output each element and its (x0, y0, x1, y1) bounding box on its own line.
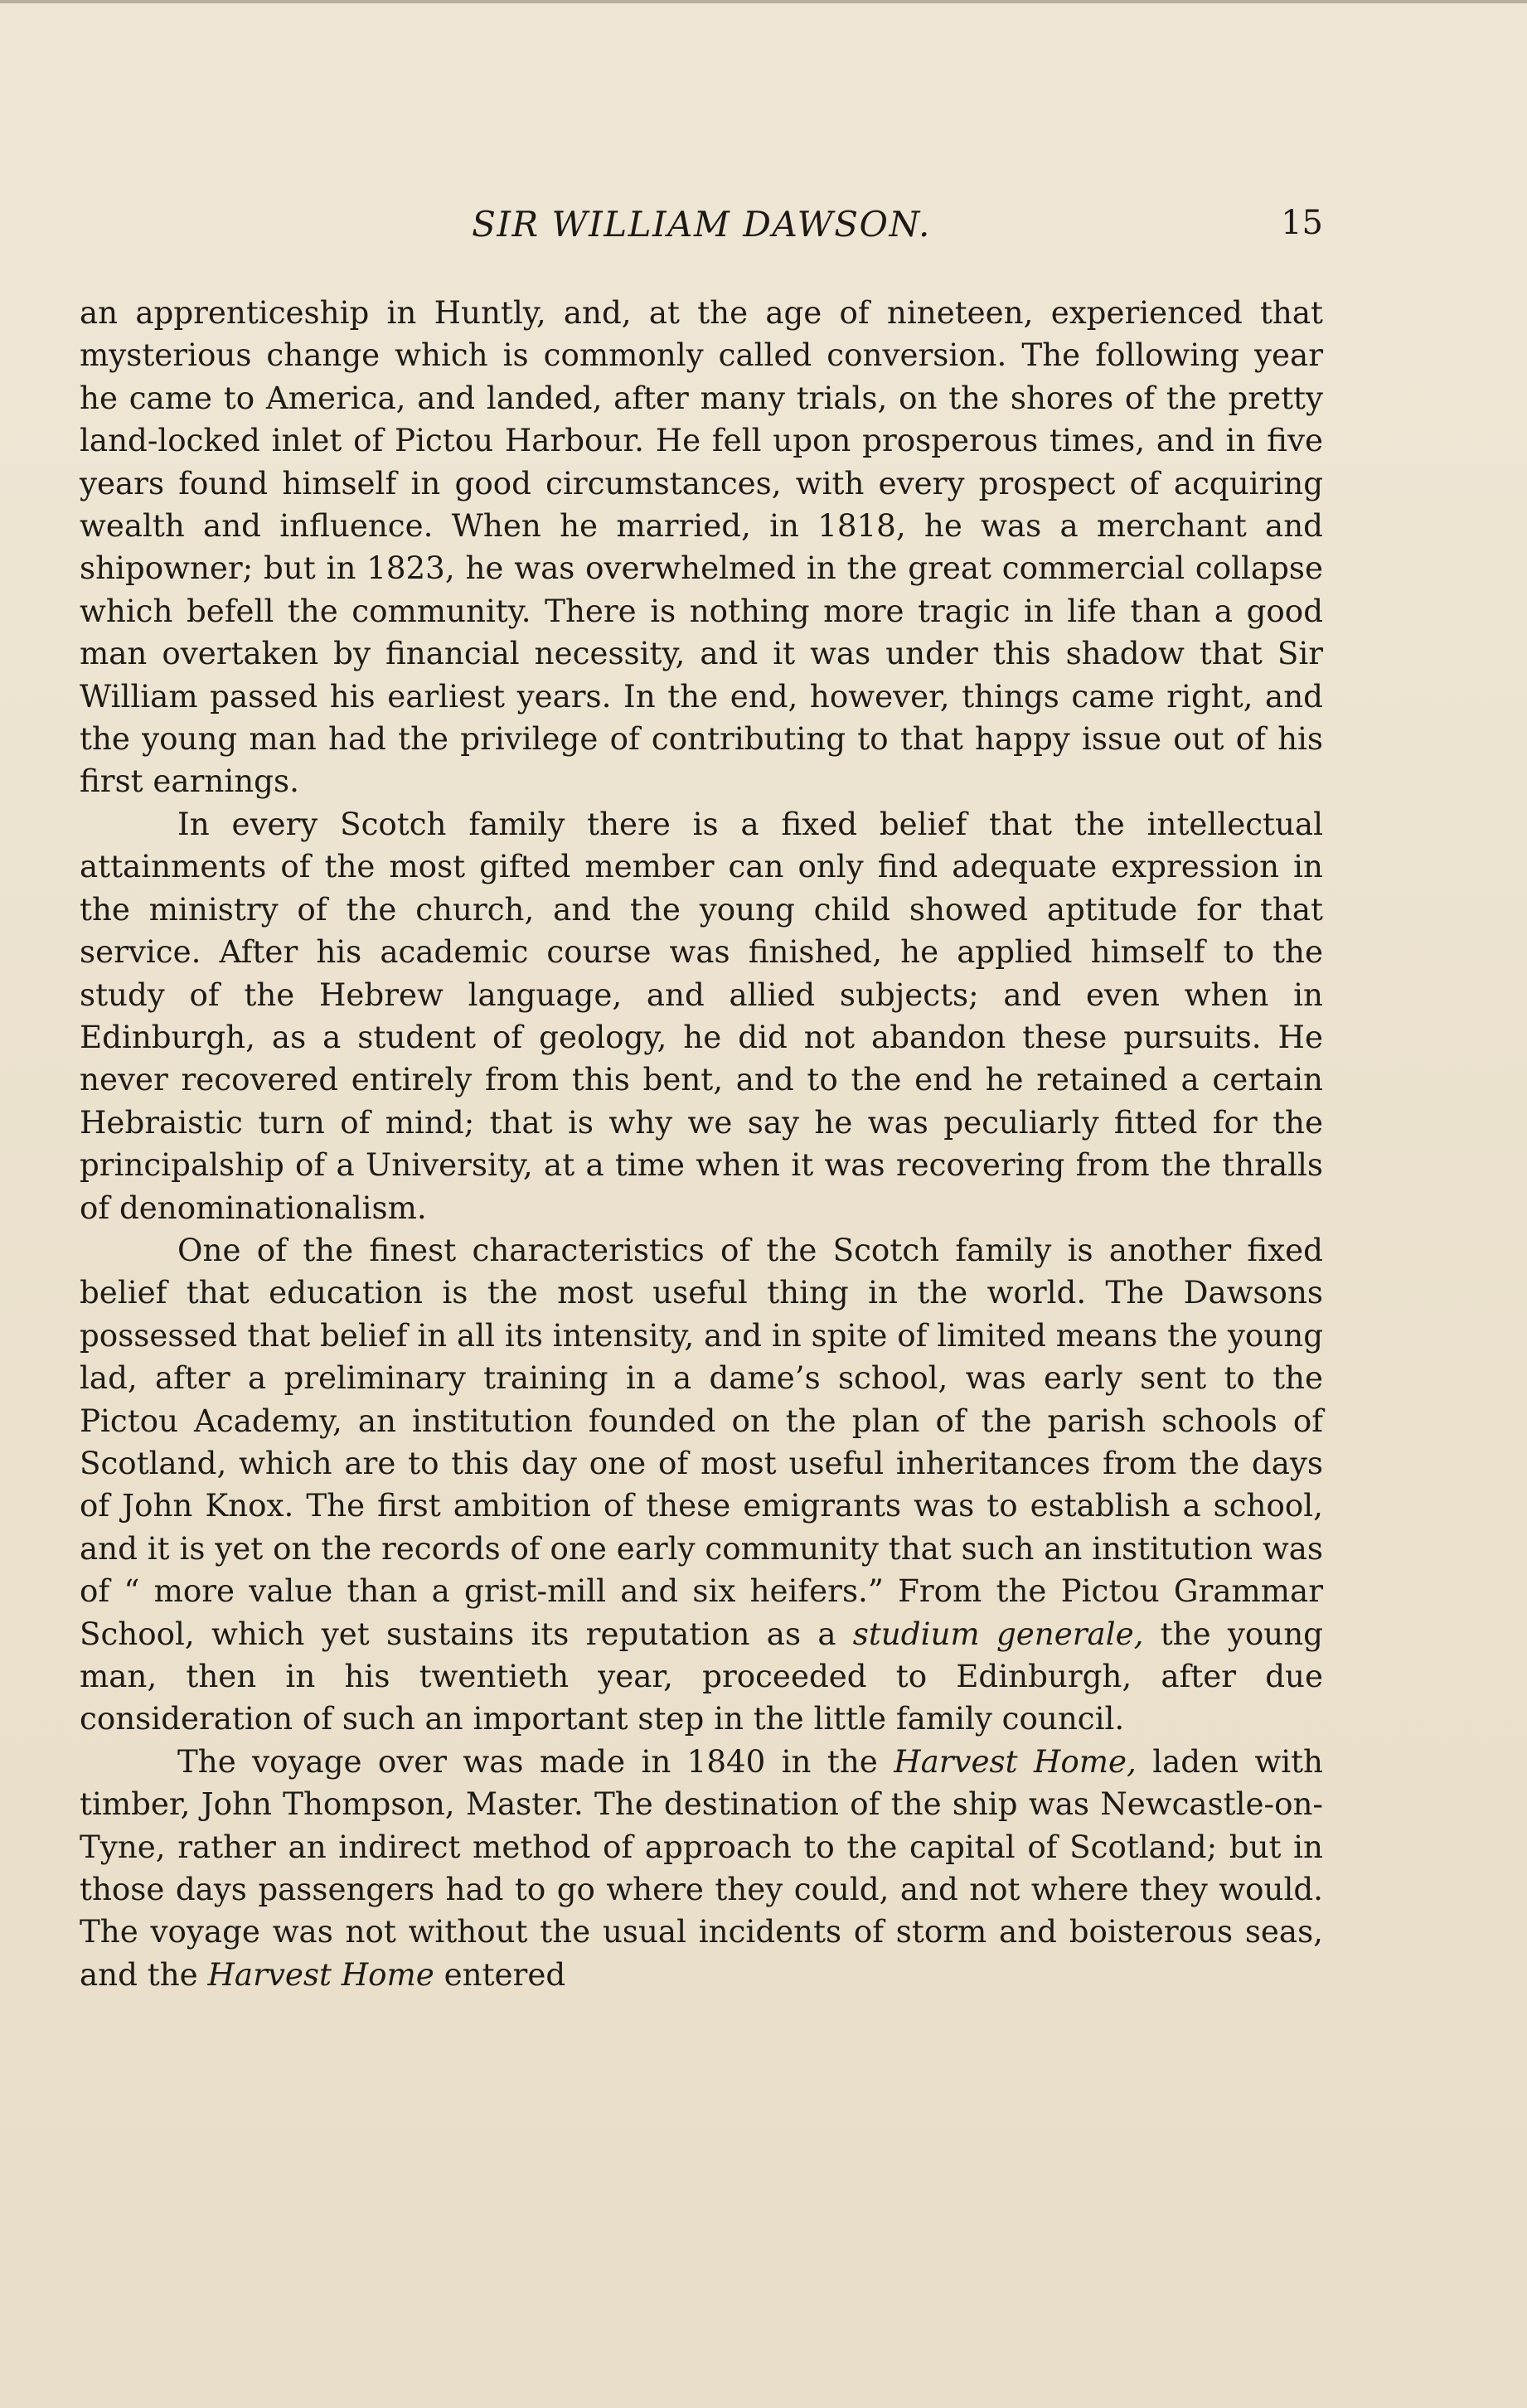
body-text (80, 292, 1323, 1996)
ship-name: Harvest Home (207, 1955, 434, 1993)
paragraph (80, 292, 1323, 803)
paragraph (80, 803, 1323, 1229)
paragraph (80, 1229, 1323, 1741)
text-run: an apprenticeship in Huntly, and, at the age of nineteen, experienced that mysterious change which is commonly called conversion. The following year he came to America, and landed, after many trials, on the shores of the pretty land-locked inlet of Pictou Harbour. He fell upon prosperous times, and in five years found himself in good circumstances, with every prospect of acquiring wealth and influence. When he married, in 1818, he was a merchant and shipowner; but in 1823, he was overwhelmed in the great commercial collapse which befell the community. There is nothing more tragic in life than a good man overtaken by financial necessity, and it was under this shadow that Sir William passed his earliest years. In the end, however, things came right, and the young man had the privilege of contributing to that happy issue out of his first earnings. (80, 294, 1323, 800)
text-run: The voyage over was made in 1840 in the (177, 1742, 894, 1780)
text-run: One of the finest characteristics of the Scotch family is another fixed belief that education is the most useful thing in the world. The Dawsons possessed that belief in all its intensity, and in spite of limited means the young lad, after a preliminary training in a dame’s school, was early sent to the Pictou Academy, an institution founded on the plan of the parish schools of Scotland, which are to this day one of most useful inheritances from the days of John Knox. The first ambition of these emigrants was to establish a school, and it is yet on the records of one early community that such an institution was of “ more value than a grist-mill and six heifers.” From the Pictou Grammar School, which yet sustains its reputation as a (80, 1231, 1323, 1652)
page-header (80, 204, 1323, 265)
page-top-edge (0, 0, 1527, 3)
text-run: laden with timber, John Thompson, Master. The destination of the ship was Newcastle-on-Tyne, rather an indirect method of approach to the capital of Scotland; but in those days passengers had to go where they could, and not where they would. The voyage was not without the usual incidents of storm and boisterous seas, and the (80, 1742, 1324, 1993)
running-title: SIR WILLIAM DAWSON. (472, 204, 931, 245)
page-number: 15 (1281, 204, 1323, 242)
text-run: entered (434, 1955, 566, 1993)
ship-name: Harvest Home, (894, 1742, 1137, 1780)
paragraph (80, 1741, 1323, 1996)
text-run: the young man, then in his twentieth year, proceeded to Edinburgh, after due consideration of such an important step in the little family council. (80, 1615, 1323, 1737)
text-run: In every Scotch family there is a fixed belief that the intellectual attainments of the most gifted member can only find adequate expression in the ministry of the church, and the young child showed aptitude for that service. After his academic course was finished, he applied himself to the study of the Hebrew language, and allied subjects; and even when in Edinburgh, as a student of geology, he did not abandon these pursuits. He never recovered entirely from this bent, and to the end he retained a certain Hebraistic turn of mind; that is why we say he was peculiarly fitted for the principalship of a University, at a time when it was recovering from the thralls of denominationalism. (80, 805, 1323, 1226)
italic-term: studium generale, (852, 1615, 1144, 1652)
